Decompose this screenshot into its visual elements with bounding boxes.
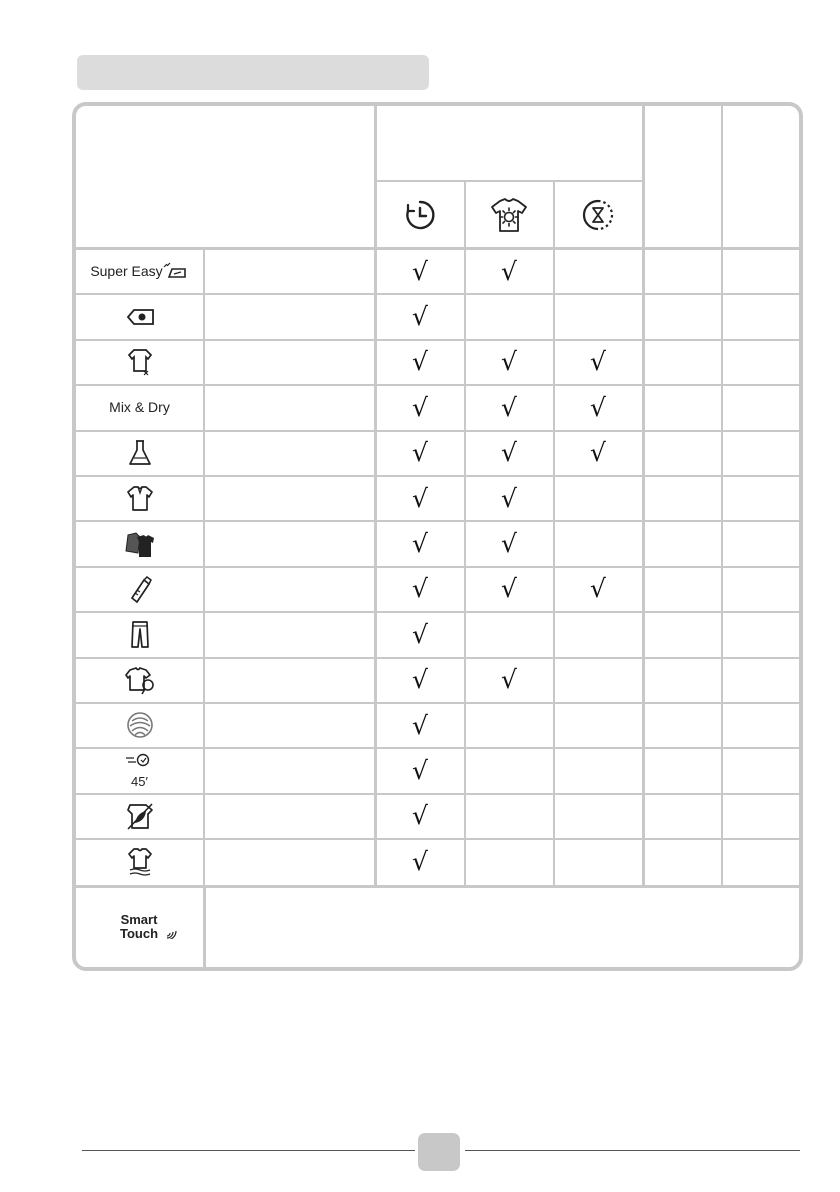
tag-icon bbox=[76, 294, 203, 338]
timer-icon bbox=[376, 183, 464, 247]
smart-touch-line2: Touch bbox=[119, 926, 159, 941]
speed-lines-icon bbox=[124, 752, 150, 768]
check-mark: √ bbox=[412, 801, 428, 831]
check-mark: √ bbox=[412, 846, 428, 876]
grid-vline-group-end bbox=[642, 106, 645, 885]
iron-icon bbox=[163, 261, 189, 281]
check-mark: √ bbox=[501, 574, 517, 604]
jeans-icon bbox=[76, 612, 203, 656]
baby-bottle-icon bbox=[76, 567, 203, 611]
check-mark: √ bbox=[412, 665, 428, 695]
check-mark: √ bbox=[412, 347, 428, 377]
footer-rule-right bbox=[465, 1150, 800, 1151]
check-mark: √ bbox=[590, 392, 606, 422]
delay-hourglass-icon bbox=[554, 183, 642, 247]
grid-vline-extra bbox=[721, 106, 723, 885]
shirt-steam-icon bbox=[76, 839, 203, 883]
hygiene-shirt-icon-glyph bbox=[124, 347, 156, 377]
check-mark: √ bbox=[590, 347, 606, 377]
row-label: Super Easy bbox=[90, 263, 163, 280]
mix-dry-icon bbox=[76, 385, 203, 429]
shirt-icon-glyph bbox=[124, 483, 156, 513]
grid-hline-footer bbox=[76, 885, 799, 888]
check-mark: √ bbox=[501, 256, 517, 286]
check-mark: √ bbox=[501, 438, 517, 468]
baby-bottle-icon-glyph bbox=[124, 574, 156, 604]
grid-vline-sub2 bbox=[553, 180, 555, 885]
smart-touch-logo bbox=[76, 887, 202, 967]
check-mark: √ bbox=[501, 483, 517, 513]
check-mark: √ bbox=[412, 256, 428, 286]
section-title-bar bbox=[77, 55, 429, 90]
row-label: 45′ bbox=[131, 773, 148, 789]
tag-icon-glyph bbox=[124, 302, 156, 332]
wool-icon bbox=[76, 703, 203, 747]
row-label: Mix & Dry bbox=[109, 399, 170, 416]
check-mark: √ bbox=[412, 392, 428, 422]
jeans-icon-glyph bbox=[124, 619, 156, 649]
footer-rule-left bbox=[82, 1150, 415, 1151]
check-mark: √ bbox=[412, 483, 428, 513]
delicate-leaf-icon-glyph bbox=[124, 801, 156, 831]
dark-clothes-icon-glyph bbox=[124, 529, 156, 559]
hygiene-shirt-icon bbox=[76, 340, 203, 384]
sun-shirt-icon bbox=[465, 183, 553, 247]
grid-hline-header-split bbox=[376, 180, 642, 182]
smart-touch-line1: Smart bbox=[120, 912, 158, 927]
sport-shirt-icon-glyph bbox=[124, 665, 156, 695]
check-mark: √ bbox=[412, 574, 428, 604]
check-mark: √ bbox=[590, 574, 606, 604]
flask-icon bbox=[76, 431, 203, 475]
check-mark: √ bbox=[501, 529, 517, 559]
check-mark: √ bbox=[590, 438, 606, 468]
nfc-waves-icon bbox=[164, 923, 180, 939]
check-mark: √ bbox=[412, 302, 428, 332]
shirt-icon bbox=[76, 476, 203, 520]
check-mark: √ bbox=[412, 710, 428, 740]
grid-vline-footer bbox=[203, 885, 206, 967]
check-mark: √ bbox=[412, 619, 428, 649]
delicate-leaf-icon bbox=[76, 794, 203, 838]
check-mark: √ bbox=[412, 756, 428, 786]
check-mark: √ bbox=[501, 347, 517, 377]
super-easy-iron-icon bbox=[76, 249, 203, 293]
shirt-steam-icon-glyph bbox=[124, 846, 156, 876]
flask-icon-glyph bbox=[124, 438, 156, 468]
page-number-badge bbox=[418, 1133, 460, 1171]
check-mark: √ bbox=[412, 438, 428, 468]
sport-shirt-icon bbox=[76, 658, 203, 702]
check-mark: √ bbox=[501, 392, 517, 422]
check-mark: √ bbox=[412, 529, 428, 559]
check-mark: √ bbox=[501, 665, 517, 695]
wool-icon-glyph bbox=[124, 710, 156, 740]
dark-clothes-icon bbox=[76, 521, 203, 565]
